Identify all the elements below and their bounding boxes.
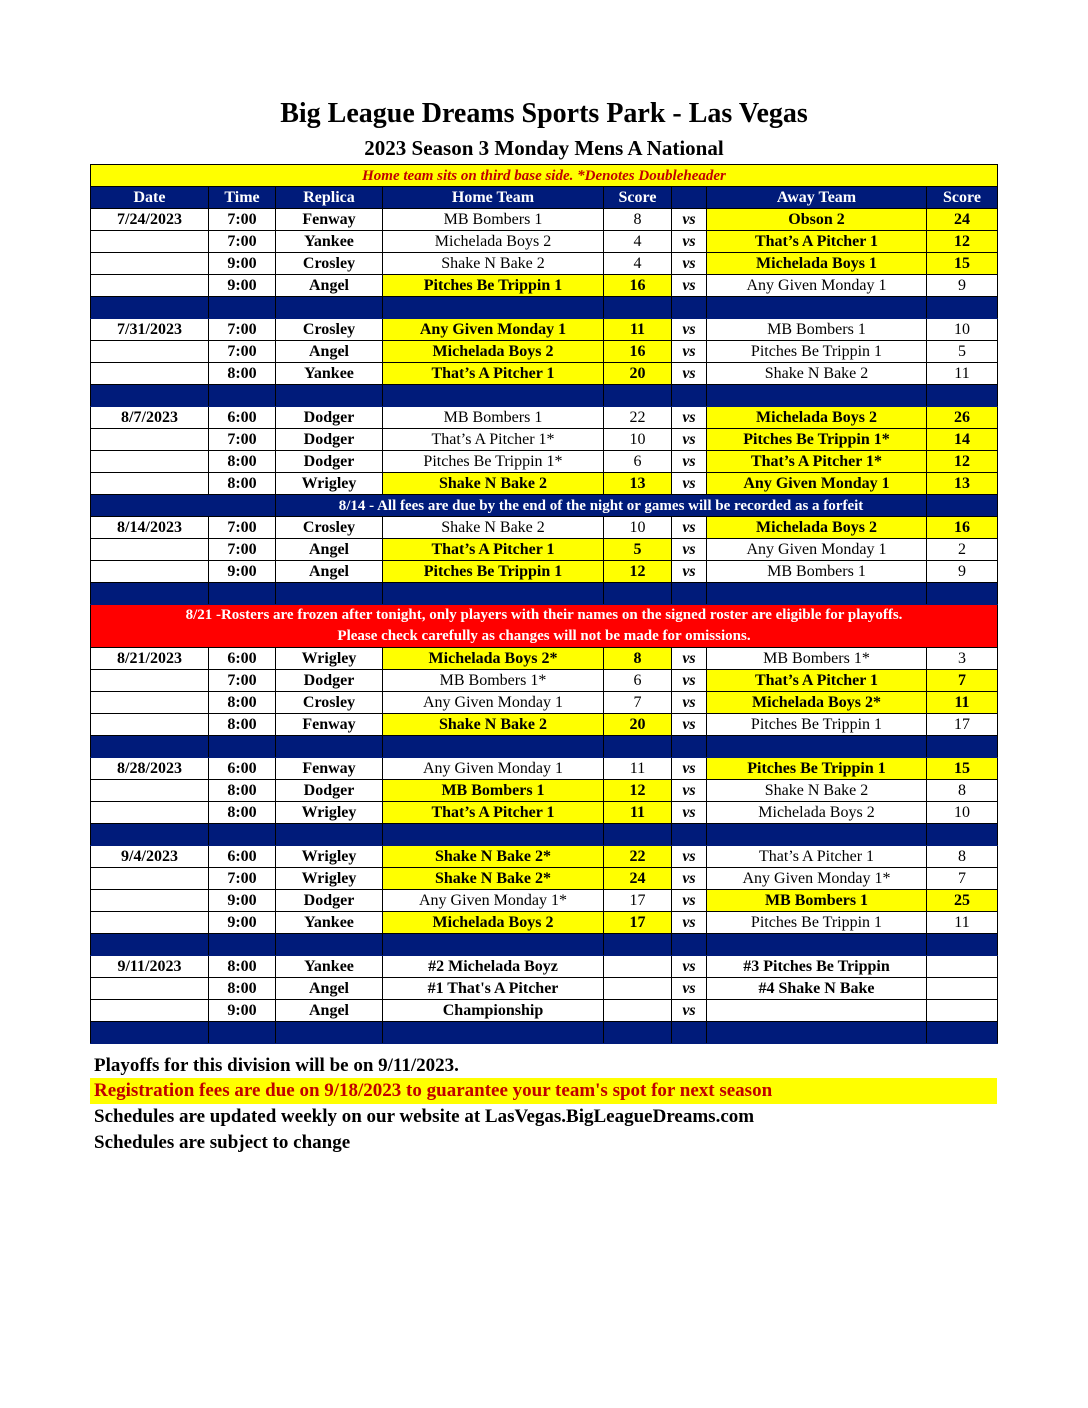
game-field: Angel [276,561,383,583]
game-row [91,802,998,824]
away-team: MB Bombers 1 [707,561,927,583]
col-home-team: Home Team [383,187,604,209]
game-row [91,956,998,978]
vs-label: vs [672,846,707,868]
game-field: Yankee [276,231,383,253]
website-note: Schedules are updated weekly on our website at LasVegas.BigLeagueDreams.com [94,1106,755,1127]
game-field: Crosley [276,692,383,714]
away-score: 17 [927,714,998,736]
col-vs [672,187,707,209]
game-row [91,1000,998,1022]
game-time: 9:00 [209,253,276,275]
home-team: Michelada Boys 2 [383,912,604,934]
game-date [91,868,209,890]
vs-label: vs [672,429,707,451]
home-score: 4 [604,253,672,275]
game-time: 7:00 [209,868,276,890]
game-time: 6:00 [209,758,276,780]
home-team: Michelada Boys 2* [383,648,604,670]
away-score: 24 [927,209,998,231]
game-row [91,758,998,780]
game-field: Crosley [276,517,383,539]
home-team: MB Bombers 1 [383,209,604,231]
away-score: 13 [927,473,998,495]
game-date [91,692,209,714]
home-score: 8 [604,209,672,231]
away-score: 11 [927,692,998,714]
home-score: 6 [604,451,672,473]
vs-label: vs [672,275,707,297]
away-score [927,956,998,978]
away-team: Any Given Monday 1 [707,473,927,495]
game-field: Fenway [276,714,383,736]
vs-label: vs [672,231,707,253]
game-row [91,341,998,363]
week-separator [91,824,998,846]
game-time: 7:00 [209,231,276,253]
home-team: Pitches Be Trippin 1 [383,561,604,583]
home-score: 22 [604,407,672,429]
home-team: That’s A Pitcher 1 [383,802,604,824]
vs-label: vs [672,912,707,934]
home-team: Michelada Boys 2 [383,231,604,253]
game-time: 9:00 [209,890,276,912]
col-home-score: Score [604,187,672,209]
home-team: Pitches Be Trippin 1* [383,451,604,473]
game-time: 9:00 [209,1000,276,1022]
game-date: 9/11/2023 [91,956,209,978]
away-score: 7 [927,868,998,890]
game-field: Wrigley [276,802,383,824]
vs-label: vs [672,539,707,561]
game-date [91,429,209,451]
game-time: 9:00 [209,912,276,934]
home-team: #1 That's A Pitcher [383,978,604,1000]
game-field: Wrigley [276,846,383,868]
vs-label: vs [672,1000,707,1022]
game-time: 7:00 [209,209,276,231]
game-field: Wrigley [276,648,383,670]
vs-label: vs [672,868,707,890]
away-team: Shake N Bake 2 [707,780,927,802]
vs-label: vs [672,253,707,275]
home-team: MB Bombers 1* [383,670,604,692]
home-score: 22 [604,846,672,868]
vs-label: vs [672,890,707,912]
game-row [91,978,998,1000]
col-date: Date [91,187,209,209]
home-score: 11 [604,758,672,780]
game-row [91,319,998,341]
game-field: Angel [276,341,383,363]
game-date [91,451,209,473]
fees-notice-row [91,495,998,517]
game-row [91,363,998,385]
game-time: 7:00 [209,429,276,451]
game-time: 8:00 [209,451,276,473]
game-time: 9:00 [209,561,276,583]
game-row [91,648,998,670]
away-team: Pitches Be Trippin 1 [707,341,927,363]
game-row [91,517,998,539]
week-separator [91,934,998,956]
game-date [91,561,209,583]
away-team: Michelada Boys 2* [707,692,927,714]
away-team: Michelada Boys 1 [707,253,927,275]
home-team: MB Bombers 1 [383,780,604,802]
game-field: Dodger [276,670,383,692]
game-time: 8:00 [209,692,276,714]
home-team-note: Home team sits on third base side. *Denotes Doubleheader [91,165,998,187]
home-score: 12 [604,561,672,583]
vs-label: vs [672,956,707,978]
col-replica: Replica [276,187,383,209]
game-date [91,670,209,692]
away-team: That’s A Pitcher 1 [707,231,927,253]
game-field: Angel [276,978,383,1000]
game-field: Wrigley [276,473,383,495]
page-title: Big League Dreams Sports Park - Las Vegas [280,98,808,129]
game-date [91,231,209,253]
vs-label: vs [672,758,707,780]
away-team: That’s A Pitcher 1 [707,670,927,692]
away-team: That’s A Pitcher 1* [707,451,927,473]
home-team: Michelada Boys 2 [383,341,604,363]
week-separator [91,736,998,758]
away-score: 25 [927,890,998,912]
game-row [91,429,998,451]
away-team [707,1000,927,1022]
home-score [604,978,672,1000]
away-team: Any Given Monday 1 [707,539,927,561]
game-row [91,912,998,934]
vs-label: vs [672,670,707,692]
away-score: 15 [927,758,998,780]
vs-label: vs [672,451,707,473]
home-score: 16 [604,341,672,363]
game-time: 8:00 [209,363,276,385]
away-score: 9 [927,561,998,583]
away-team: MB Bombers 1 [707,890,927,912]
game-time: 6:00 [209,846,276,868]
away-score: 12 [927,451,998,473]
roster-notice-row [91,605,998,648]
vs-label: vs [672,648,707,670]
home-score: 16 [604,275,672,297]
game-date [91,539,209,561]
home-team: Championship [383,1000,604,1022]
game-time: 7:00 [209,517,276,539]
game-date [91,341,209,363]
week-separator [91,297,998,319]
home-team: That’s A Pitcher 1 [383,363,604,385]
col-away-team: Away Team [707,187,927,209]
home-score: 4 [604,231,672,253]
game-time: 6:00 [209,648,276,670]
col-away-score: Score [927,187,998,209]
home-team: Any Given Monday 1 [383,758,604,780]
game-time: 7:00 [209,341,276,363]
home-team: Any Given Monday 1 [383,319,604,341]
away-score: 11 [927,912,998,934]
away-team: Any Given Monday 1 [707,275,927,297]
col-time: Time [209,187,276,209]
home-score: 6 [604,670,672,692]
game-time: 8:00 [209,714,276,736]
game-field: Yankee [276,956,383,978]
game-field: Dodger [276,451,383,473]
home-team: Shake N Bake 2* [383,846,604,868]
vs-label: vs [672,319,707,341]
game-time: 8:00 [209,802,276,824]
playoffs-note: Playoffs for this division will be on 9/11/2023. [94,1055,459,1076]
game-date: 7/31/2023 [91,319,209,341]
away-team: Any Given Monday 1* [707,868,927,890]
game-row [91,209,998,231]
vs-label: vs [672,363,707,385]
away-score: 8 [927,780,998,802]
home-team: Shake N Bake 2 [383,714,604,736]
away-score: 2 [927,539,998,561]
away-team: Obson 2 [707,209,927,231]
game-row [91,561,998,583]
game-time: 9:00 [209,275,276,297]
vs-label: vs [672,780,707,802]
away-team: Pitches Be Trippin 1 [707,714,927,736]
subject-note: Schedules are subject to change [94,1132,351,1153]
vs-label: vs [672,341,707,363]
vs-label: vs [672,714,707,736]
away-team: MB Bombers 1* [707,648,927,670]
schedule-table [90,164,998,1044]
away-team: Pitches Be Trippin 1 [707,912,927,934]
vs-label: vs [672,561,707,583]
game-field: Crosley [276,319,383,341]
home-score: 11 [604,802,672,824]
away-team: MB Bombers 1 [707,319,927,341]
away-score: 14 [927,429,998,451]
home-score: 11 [604,319,672,341]
game-row [91,275,998,297]
home-score: 20 [604,714,672,736]
game-field: Yankee [276,363,383,385]
week-separator [91,583,998,605]
game-field: Wrigley [276,868,383,890]
roster-notice-line-2: Please check carefully as changes will not be made for omissions. [337,628,751,644]
away-team: Shake N Bake 2 [707,363,927,385]
game-field: Dodger [276,429,383,451]
away-score [927,1000,998,1022]
game-row [91,868,998,890]
game-row [91,231,998,253]
game-field: Crosley [276,253,383,275]
game-field: Angel [276,539,383,561]
game-date: 8/21/2023 [91,648,209,670]
game-date [91,978,209,1000]
home-team: Pitches Be Trippin 1 [383,275,604,297]
away-score: 16 [927,517,998,539]
game-time: 8:00 [209,956,276,978]
game-field: Yankee [276,912,383,934]
home-team: Shake N Bake 2* [383,868,604,890]
game-date [91,780,209,802]
away-score: 12 [927,231,998,253]
game-field: Dodger [276,890,383,912]
home-score [604,956,672,978]
away-team: Michelada Boys 2 [707,517,927,539]
week-separator [91,1022,998,1044]
home-team: Any Given Monday 1 [383,692,604,714]
away-score: 10 [927,319,998,341]
game-date: 8/28/2023 [91,758,209,780]
game-field: Dodger [276,407,383,429]
game-date: 8/14/2023 [91,517,209,539]
vs-label: vs [672,473,707,495]
away-team: Pitches Be Trippin 1* [707,429,927,451]
game-field: Angel [276,275,383,297]
home-team: That’s A Pitcher 1 [383,539,604,561]
game-time: 7:00 [209,670,276,692]
home-score: 13 [604,473,672,495]
game-date [91,802,209,824]
home-score: 24 [604,868,672,890]
away-score: 8 [927,846,998,868]
home-score: 17 [604,912,672,934]
game-date [91,890,209,912]
vs-label: vs [672,802,707,824]
away-team: That’s A Pitcher 1 [707,846,927,868]
registration-note: Registration fees are due on 9/18/2023 to guarantee your team's spot for next season [90,1078,997,1104]
home-score: 5 [604,539,672,561]
home-team: That’s A Pitcher 1* [383,429,604,451]
game-date [91,1000,209,1022]
game-row [91,670,998,692]
game-date [91,363,209,385]
game-date [91,714,209,736]
game-row [91,451,998,473]
home-score: 10 [604,517,672,539]
home-team: Any Given Monday 1* [383,890,604,912]
game-time: 8:00 [209,473,276,495]
vs-label: vs [672,692,707,714]
game-date: 9/4/2023 [91,846,209,868]
game-date [91,275,209,297]
game-field: Fenway [276,209,383,231]
home-score: 12 [604,780,672,802]
game-row [91,714,998,736]
game-time: 8:00 [209,780,276,802]
home-team: Shake N Bake 2 [383,517,604,539]
home-team: MB Bombers 1 [383,407,604,429]
away-team: #3 Pitches Be Trippin [707,956,927,978]
game-row [91,846,998,868]
away-score: 9 [927,275,998,297]
away-score: 26 [927,407,998,429]
game-row [91,780,998,802]
note-row [91,165,998,187]
vs-label: vs [672,407,707,429]
away-score: 11 [927,363,998,385]
week-separator [91,385,998,407]
game-row [91,539,998,561]
away-score: 10 [927,802,998,824]
game-field: Fenway [276,758,383,780]
home-score: 20 [604,363,672,385]
game-field: Dodger [276,780,383,802]
game-time: 8:00 [209,978,276,1000]
home-score: 10 [604,429,672,451]
home-score [604,1000,672,1022]
game-row [91,890,998,912]
game-date [91,253,209,275]
away-score [927,978,998,1000]
game-row [91,407,998,429]
game-row [91,253,998,275]
home-team: #2 Michelada Boyz [383,956,604,978]
game-date: 8/7/2023 [91,407,209,429]
game-time: 7:00 [209,319,276,341]
roster-notice [91,605,998,648]
home-score: 17 [604,890,672,912]
page-subtitle: 2023 Season 3 Monday Mens A National [364,136,724,160]
away-score: 5 [927,341,998,363]
home-score: 8 [604,648,672,670]
game-time: 6:00 [209,407,276,429]
roster-notice-line-1: 8/21 -Rosters are frozen after tonight, only players with their names on the signed roster are eligible for playoffs. [185,607,903,623]
vs-label: vs [672,517,707,539]
game-field: Angel [276,1000,383,1022]
header-row [91,187,998,209]
game-time: 7:00 [209,539,276,561]
away-score: 3 [927,648,998,670]
away-team: Pitches Be Trippin 1 [707,758,927,780]
game-date [91,473,209,495]
game-date [91,912,209,934]
fees-notice: 8/14 - All fees are due by the end of the night or games will be recorded as a forfeit [276,495,927,517]
home-team: Shake N Bake 2 [383,473,604,495]
away-team: Michelada Boys 2 [707,407,927,429]
away-score: 15 [927,253,998,275]
game-date: 7/24/2023 [91,209,209,231]
game-row [91,692,998,714]
away-team: #4 Shake N Bake [707,978,927,1000]
home-team: Shake N Bake 2 [383,253,604,275]
away-score: 7 [927,670,998,692]
home-score: 7 [604,692,672,714]
vs-label: vs [672,978,707,1000]
game-row [91,473,998,495]
vs-label: vs [672,209,707,231]
away-team: Michelada Boys 2 [707,802,927,824]
